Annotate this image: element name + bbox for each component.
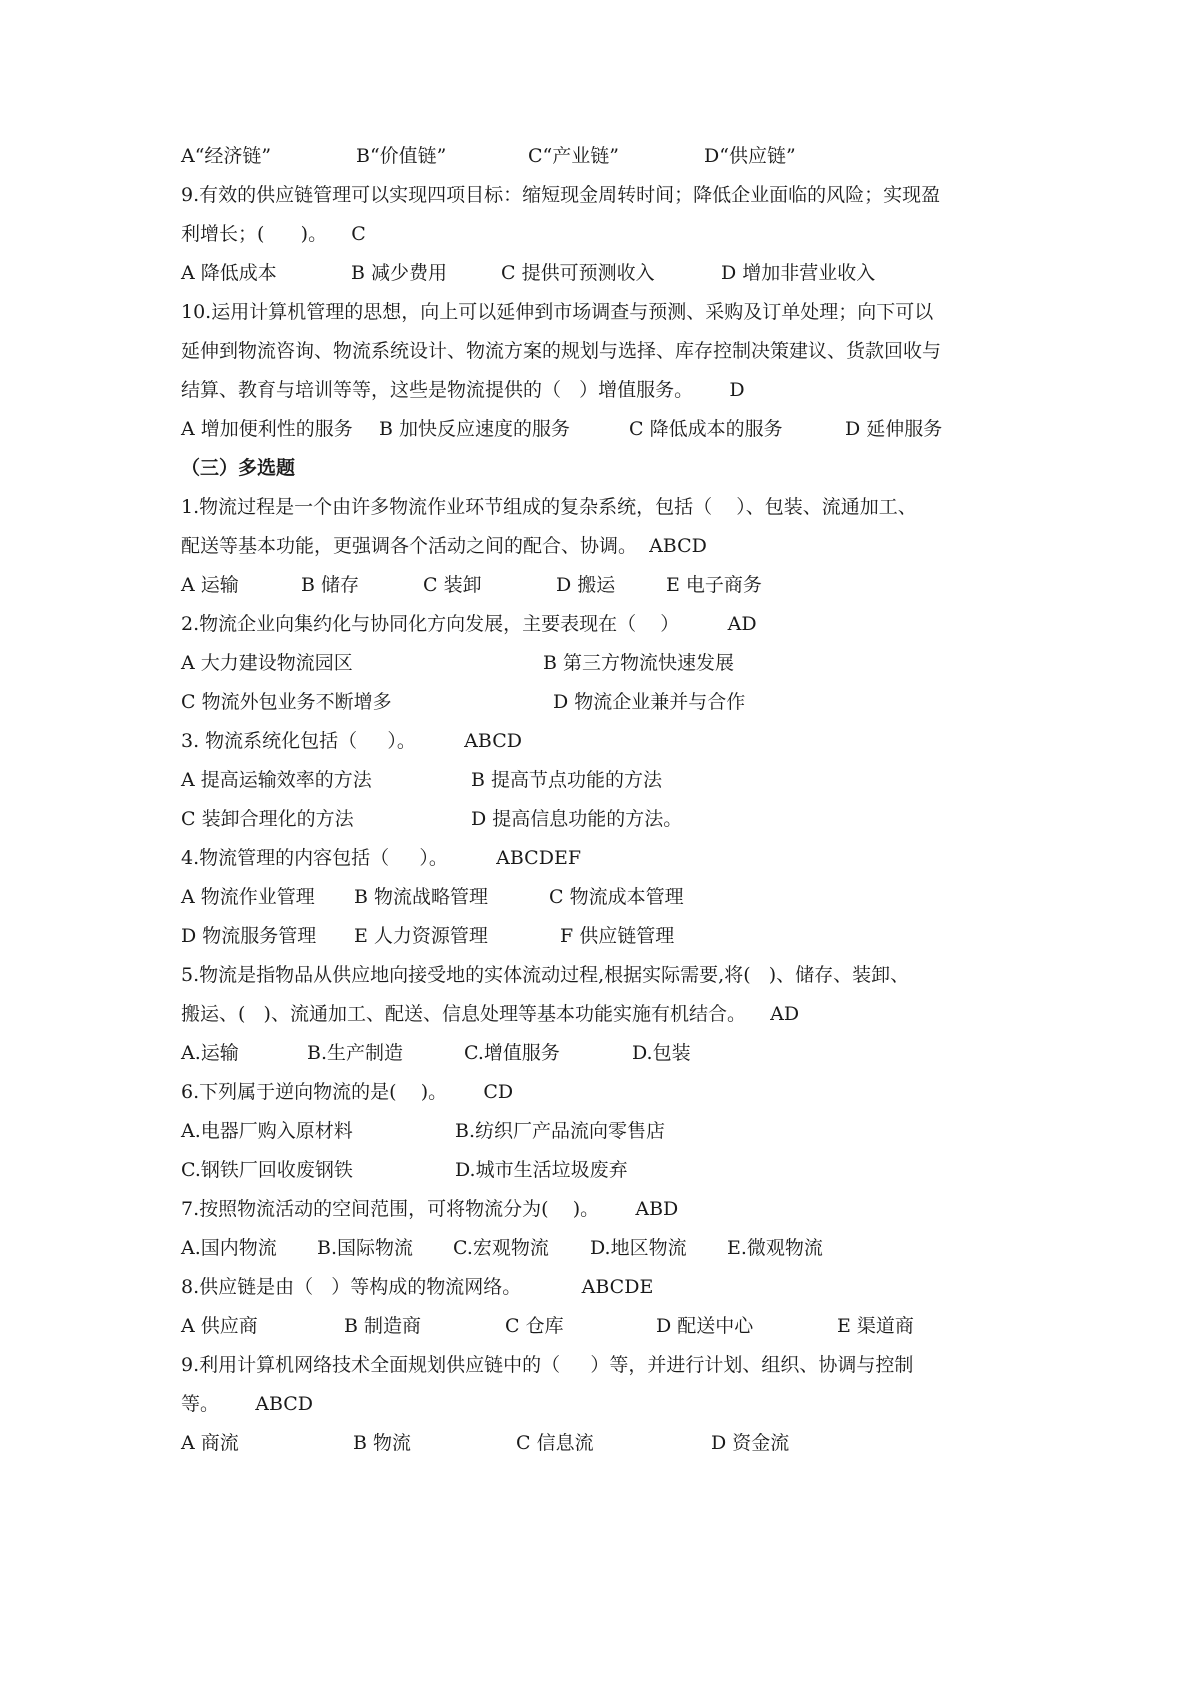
question-text: 9.有效的供应链管理可以实现四项目标：缩短现金周转时间；降低企业面临的风险；实现盈: [181, 184, 941, 206]
options-row: [181, 1423, 1061, 1463]
options-row: [181, 799, 1061, 839]
option-d: D“供应链”: [704, 145, 796, 167]
option-c: C 装卸合理化的方法: [181, 808, 354, 830]
question-text: 利增长；( )。 C: [181, 223, 366, 245]
option-b: B 减少费用: [351, 262, 448, 284]
option-c: C 仓库: [505, 1315, 564, 1337]
question-text: 搬运、( )、流通加工、配送、信息处理等基本功能实施有机结合。 AD: [181, 1003, 800, 1025]
question-text: 3. 物流系统化包括（ ）。 ABCD: [181, 730, 522, 752]
option-f: F 供应链管理: [560, 925, 675, 947]
option-a: A“经济链”: [181, 145, 272, 167]
option-e: E 电子商务: [666, 574, 762, 596]
option-d: D 延伸服务: [845, 418, 943, 440]
options-row: [181, 409, 1061, 449]
option-d: D.包装: [632, 1042, 691, 1064]
section-heading: （三）多选题: [181, 457, 296, 479]
option-d: D 物流企业兼并与合作: [553, 691, 746, 713]
option-c: C 信息流: [516, 1432, 594, 1454]
option-b: B 物流: [353, 1432, 412, 1454]
option-a: A.国内物流: [181, 1237, 277, 1259]
options-row: [181, 1111, 1061, 1151]
question-text: 7.按照物流活动的空间范围，可将物流分为( )。 ABD: [181, 1198, 679, 1220]
options-row: [181, 916, 1061, 956]
option-c: C 物流成本管理: [549, 886, 684, 908]
option-b: B“价值链”: [356, 145, 447, 167]
question-text: 配送等基本功能，更强调各个活动之间的配合、协调。 ABCD: [181, 535, 707, 557]
options-row: [181, 565, 1061, 605]
option-a: A 增加便利性的服务: [181, 418, 353, 440]
question-text: 4.物流管理的内容包括（ ）。 ABCDEF: [181, 847, 582, 869]
option-b: B 加快反应速度的服务: [379, 418, 571, 440]
question-text: 1.物流过程是一个由许多物流作业环节组成的复杂系统，包括（ ）、包装、流通加工、: [181, 496, 917, 518]
option-d: D 配送中心: [656, 1315, 754, 1337]
option-c: C“产业链”: [528, 145, 619, 167]
question-text: 结算、教育与培训等等，这些是物流提供的（ ）增值服务。 D: [181, 379, 745, 401]
option-b: B.纺织厂产品流向零售店: [455, 1120, 666, 1142]
option-a: A 物流作业管理: [181, 886, 315, 908]
option-d: D 搬运: [556, 574, 616, 596]
option-a: A.电器厂购入原材料: [181, 1120, 353, 1142]
question-text: 等。 ABCD: [181, 1393, 314, 1415]
option-a: A.运输: [181, 1042, 239, 1064]
options-row: [181, 1150, 1061, 1190]
option-b: B 储存: [301, 574, 360, 596]
options-row: [181, 682, 1061, 722]
option-a: A 供应商: [181, 1315, 258, 1337]
option-a: A 运输: [181, 574, 239, 596]
question-text: 5.物流是指物品从供应地向接受地的实体流动过程,根据实际需要,将( )、储存、装卸、: [181, 964, 910, 986]
options-row: [181, 877, 1061, 917]
option-a: A 商流: [181, 1432, 239, 1454]
option-b: B 物流战略管理: [354, 886, 489, 908]
option-b: B 提高节点功能的方法: [471, 769, 663, 791]
options-row: [181, 643, 1061, 683]
option-e: E 渠道商: [837, 1315, 914, 1337]
option-e: E.微观物流: [727, 1237, 823, 1259]
option-c: C 提供可预测收入: [501, 262, 655, 284]
option-a: A 降低成本: [181, 262, 277, 284]
option-b: B 第三方物流快速发展: [543, 652, 735, 674]
option-c: C 物流外包业务不断增多: [181, 691, 392, 713]
options-row: [181, 253, 1061, 293]
option-c: C 装卸: [423, 574, 482, 596]
option-c: C 降低成本的服务: [629, 418, 783, 440]
question-text: 10.运用计算机管理的思想，向上可以延伸到市场调查与预测、采购及订单处理；向下可以: [181, 301, 934, 323]
options-row: [181, 760, 1061, 800]
option-d: D 物流服务管理: [181, 925, 317, 947]
question-text: 延伸到物流咨询、物流系统设计、物流方案的规划与选择、库存控制决策建议、货款回收与: [181, 340, 942, 362]
option-b: B.国际物流: [317, 1237, 414, 1259]
option-d: D 增加非营业收入: [721, 262, 876, 284]
question-text: 8.供应链是由（ ）等构成的物流网络。 ABCDE: [181, 1276, 654, 1298]
option-d: D.地区物流: [590, 1237, 687, 1259]
question-text: 6.下列属于逆向物流的是( )。 CD: [181, 1081, 514, 1103]
question-text: 2.物流企业向集约化与协同化方向发展，主要表现在（ ） AD: [181, 613, 757, 635]
option-b: B.生产制造: [307, 1042, 404, 1064]
options-row: [181, 1306, 1061, 1346]
options-row: [181, 1228, 1061, 1268]
option-d: D 提高信息功能的方法。: [471, 808, 683, 830]
option-d: D.城市生活垃圾废弃: [455, 1159, 628, 1181]
option-d: D 资金流: [711, 1432, 790, 1454]
option-c: C.宏观物流: [453, 1237, 549, 1259]
question-text: 9.利用计算机网络技术全面规划供应链中的（ ）等，并进行计划、组织、协调与控制: [181, 1354, 914, 1376]
options-row: [181, 1033, 1061, 1073]
option-a: A 大力建设物流园区: [181, 652, 353, 674]
option-c: C.钢铁厂回收废钢铁: [181, 1159, 353, 1181]
option-b: B 制造商: [344, 1315, 422, 1337]
option-a: A 提高运输效率的方法: [181, 769, 372, 791]
option-c: C.增值服务: [464, 1042, 560, 1064]
option-e: E 人力资源管理: [354, 925, 488, 947]
options-row: [181, 136, 1061, 176]
